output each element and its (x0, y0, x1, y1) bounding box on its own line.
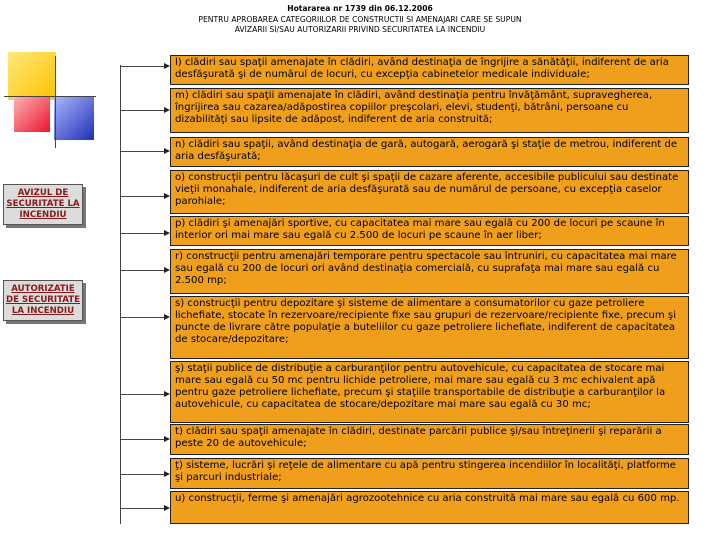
connector-arrow (120, 233, 164, 234)
document-title (190, 4, 530, 36)
title-line-2: PENTRU APROBAREA CATEGORIILOR DE CONSTRUCTII SI AMENAJARI CARE SE SUPUN AVIZARII SI/SAU AUTORIZARII PRIVIND SECURITATEA LA INCENDIU (198, 14, 522, 34)
decor-yellow-square (8, 52, 56, 100)
list-item: l) clădiri sau spaţii amenajate în clădiri, având destinaţia de îngrijire a sănătăţii, indiferent de aria desfăşurată şi de numărul de locuri, cu excepţia cabinetelor medicale individuale; (170, 55, 689, 85)
connector-arrow (120, 474, 164, 475)
connector-arrow (120, 439, 164, 440)
decor-red-square (14, 96, 50, 132)
connector-arrow (120, 317, 164, 318)
fire-safety-authorization-box: AUTORIZATIE DE SECURITATE LA INCENDIU (3, 280, 83, 321)
connector-arrow (120, 394, 164, 395)
list-item: ş) staţii publice de distribuţie a carburanţilor pentru autovehicule, cu capacitatea de stocare mai mare sau egală cu 50 mc pentru lichide petroliere, mai mare sau egală cu 3 mc echivalent apă pentru gaze petroliere lichefiate, precum şi staţiile transportabile de distribuţie a carburanţilor la autovehicule, cu capacitatea de stocare/depozitare mai mare sau egală cu 30 mc; (170, 361, 689, 423)
list-item: ţ) sisteme, lucrări şi reţele de alimentare cu apă pentru stingerea incendiilor în localităţi, platforme şi parcuri industriale; (170, 458, 689, 489)
list-item: p) clădiri şi amenajări sportive, cu capacitatea mai mare sau egală cu 200 de locuri pe scaune în interior ori mai mare sau egală cu 2.500 de locuri pe scaune în aer liber; (170, 216, 689, 246)
list-item: r) construcţii pentru amenajări temporare pentru spectacole sau întruniri, cu capacitatea mai mare sau egală cu 200 de locuri ori având destinaţia comercială, cu suprafaţa mai mare sau egală cu 2.500 mp; (170, 249, 689, 294)
decor-blue-square (54, 96, 94, 140)
connector-arrow (120, 151, 164, 152)
decor-vertical-line (55, 56, 56, 148)
fire-safety-permit-box: AVIZUL DE SECURITATE LA INCENDIU (3, 184, 83, 225)
connector-arrow (120, 66, 164, 67)
list-item: s) construcţii pentru depozitare şi sisteme de alimentare a consumatorilor cu gaze petroliere lichefiate, stocate în rezervoare/recipiente fixe sau grupuri de rezervoare/recipiente fixe, precum şi puncte de livrare către populaţie a buteliilor cu gaze petroliere lichefiate, indiferent de capacitatea de stocare/depozitare; (170, 296, 689, 359)
list-item: n) clădiri sau spaţii, având destinaţia de gară, autogară, aerogară şi staţie de metrou, indiferent de aria desfăşurată; (170, 137, 689, 167)
decor-horizontal-line (4, 96, 96, 97)
connector-arrow (120, 196, 164, 197)
connector-vertical-line (120, 65, 121, 524)
title-line-1: Hotararea nr 1739 din 06.12.2006 (287, 4, 433, 13)
list-item: m) clădiri sau spaţii amenajate în clădiri, având destinaţia pentru învăţământ, supravegherea, îngrijirea sau cazarea/adăpostirea copiilor preşcolari, elevi, studenţi, bătrâni, persoane cu dizabilităţi sau lipsite de adăpost, indiferent de aria construită; (170, 88, 689, 133)
list-item: u) construcţii, ferme şi amenajări agrozootehnice cu aria construită mai mare sau egală cu 600 mp. (170, 491, 689, 524)
connector-arrow (120, 508, 164, 509)
list-item: o) construcţii pentru lăcaşuri de cult şi spaţii de cazare aferente, accesibile publicului sau destinate vieţii monahale, indiferent de aria desfăşurată sau de numărul de persoane, cu excepţia caselor parohiale; (170, 170, 689, 214)
connector-arrow (120, 110, 164, 111)
list-item: t) clădiri sau spaţii amenajate în clădiri, destinate parcării publice şi/sau întreţinerii şi reparării a peste 20 de autovehicule; (170, 424, 689, 455)
connector-arrow (120, 270, 164, 271)
